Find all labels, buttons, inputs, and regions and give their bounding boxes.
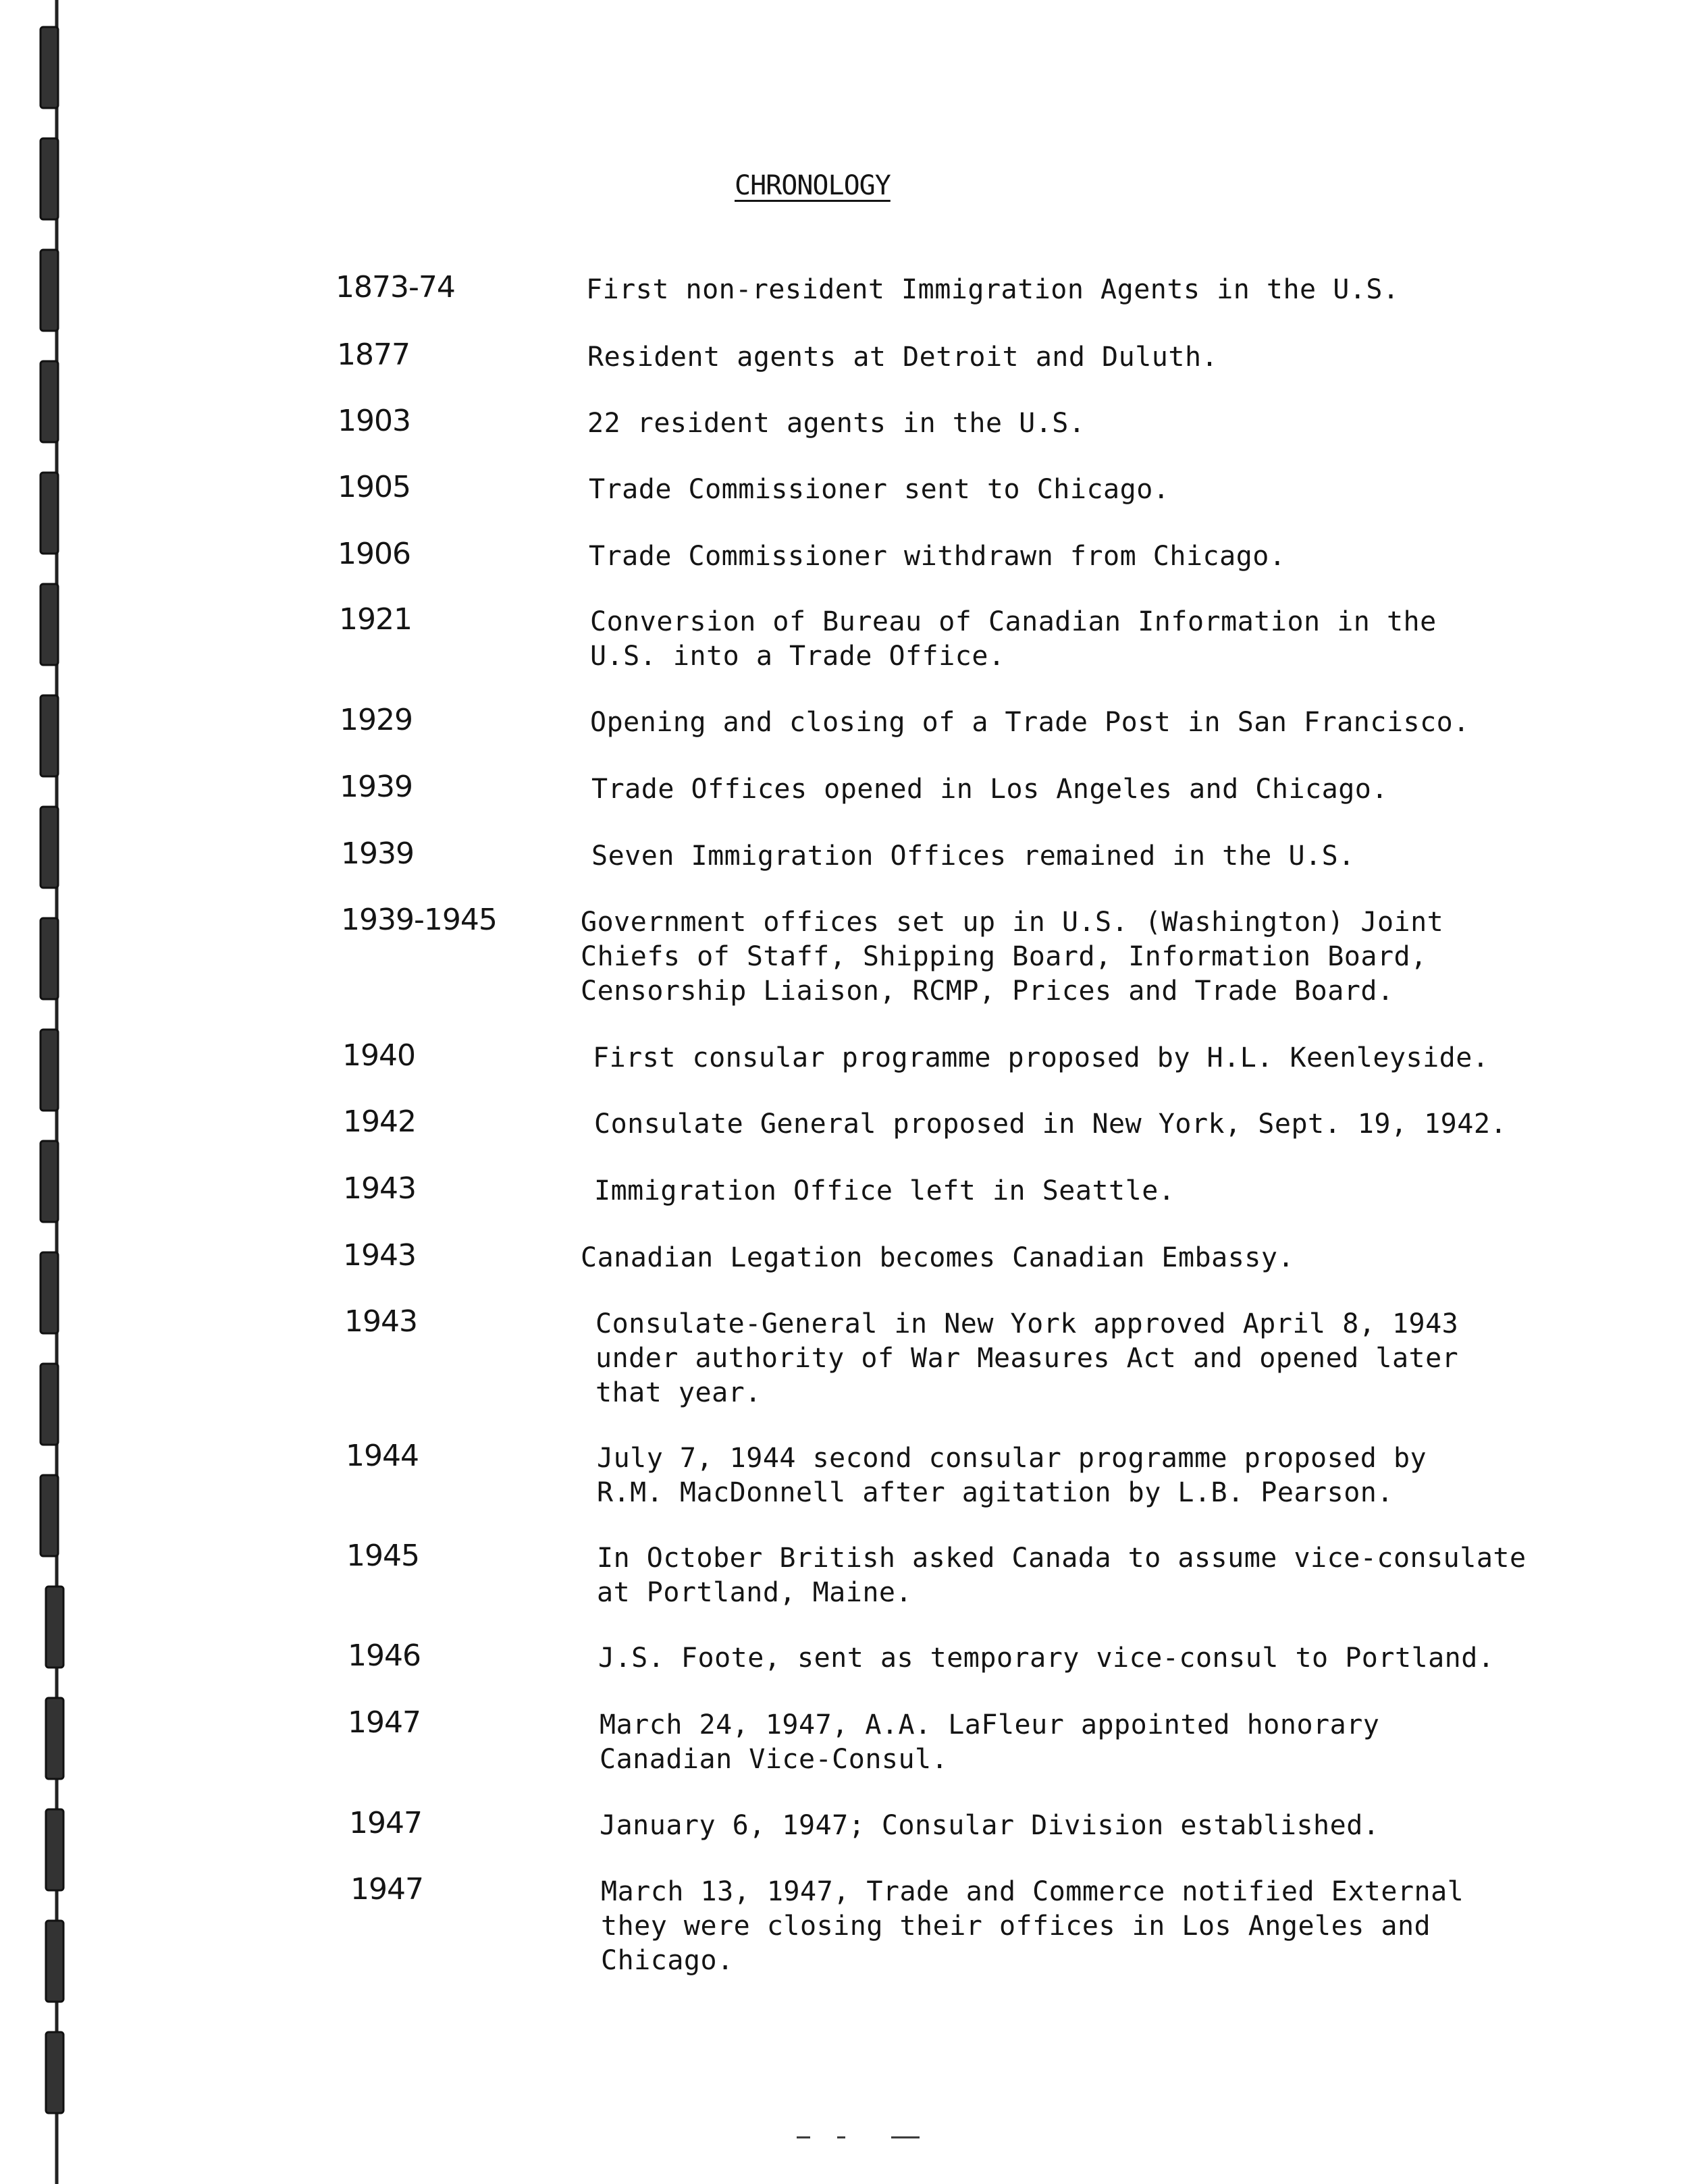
binding-ring xyxy=(41,1252,58,1333)
entry-text: Consulate General proposed in New York, Sept. 19, 1942. xyxy=(594,1109,1508,1140)
entry-text: Conversion of Bureau of Canadian Information in the U.S. into a Trade Office. xyxy=(590,606,1437,672)
entry-year: 1944 xyxy=(346,1439,419,1473)
binding-ring xyxy=(41,250,58,331)
binding-ring xyxy=(41,695,58,776)
binding-ring xyxy=(41,27,58,108)
entry-text: Trade Offices opened in Los Angeles and Chicago. xyxy=(591,774,1388,805)
entry-year: 1943 xyxy=(343,1238,416,1273)
entry-year: 1942 xyxy=(343,1104,416,1139)
entry-year: 1906 xyxy=(338,537,410,571)
entry-text: Trade Commissioner sent to Chicago. xyxy=(589,474,1170,505)
entry-text: Immigration Office left in Seattle. xyxy=(594,1175,1175,1206)
entry-text: First consular programme proposed by H.L. Keenleyside. xyxy=(593,1042,1489,1073)
entry-year: 1940 xyxy=(342,1038,415,1073)
entry-text: First non-resident Immigration Agents in the U.S. xyxy=(586,274,1400,305)
binding-ring xyxy=(41,807,58,888)
binding-ring xyxy=(41,1030,58,1111)
entry-year: 1929 xyxy=(340,703,413,737)
binding-ring xyxy=(46,2032,63,2113)
entry-text: 22 resident agents in the U.S. xyxy=(587,408,1086,439)
entry-text: Opening and closing of a Trade Post in San Francisco. xyxy=(590,707,1470,738)
binding-ring xyxy=(46,1698,63,1779)
entry-year: 1947 xyxy=(348,1705,421,1740)
binding-ring xyxy=(41,584,58,665)
entry-year: 1947 xyxy=(349,1806,422,1840)
entry-year: 1939 xyxy=(341,836,414,871)
binding-ring xyxy=(46,1921,63,2002)
binding-ring xyxy=(41,1475,58,1556)
footer-dash-mark xyxy=(797,2135,932,2139)
entry-text: J.S. Foote, sent as temporary vice-consul to Portland. xyxy=(598,1643,1495,1674)
entry-year: 1873-74 xyxy=(336,270,455,304)
entry-text: Government offices set up in U.S. (Washington) Joint Chiefs of Staff, Shipping Board, Information Board, Censorship Liaison, RCMP, Prices and Trade Board. xyxy=(581,907,1444,1007)
binding-ring xyxy=(46,1809,63,1890)
entry-text: January 6, 1947; Consular Division established. xyxy=(600,1810,1380,1841)
entry-year: 1877 xyxy=(337,338,410,372)
entry-text: March 24, 1947, A.A. LaFleur appointed honorary Canadian Vice-Consul. xyxy=(600,1709,1380,1775)
entry-text: Trade Commissioner withdrawn from Chicago. xyxy=(589,541,1286,572)
entry-text: Seven Immigration Offices remained in the U.S. xyxy=(591,841,1355,872)
binding-ring xyxy=(41,473,58,554)
entry-year: 1943 xyxy=(343,1171,416,1206)
spiral-binding xyxy=(0,0,88,2184)
entry-text: March 13, 1947, Trade and Commerce notified External they were closing their offices in Los Angeles and Chicago. xyxy=(601,1876,1464,1976)
entry-text: Canadian Legation becomes Canadian Embassy. xyxy=(581,1242,1295,1273)
binding-ring xyxy=(41,138,58,219)
binding-ring xyxy=(41,1141,58,1222)
entry-text: Consulate-General in New York approved April 8, 1943 under authority of War Measures Act and opened later that year. xyxy=(595,1308,1459,1408)
entry-year: 1905 xyxy=(338,470,410,504)
entry-year: 1939 xyxy=(340,770,413,804)
binding-ring xyxy=(41,361,58,442)
entry-year: 1943 xyxy=(344,1304,417,1339)
binding-ring xyxy=(41,918,58,999)
entry-year: 1945 xyxy=(346,1539,419,1573)
entry-text: In October British asked Canada to assume vice-consulate at Portland, Maine. xyxy=(597,1543,1527,1608)
entry-text: Resident agents at Detroit and Duluth. xyxy=(587,342,1219,373)
entry-year: 1946 xyxy=(348,1639,421,1673)
entry-year: 1947 xyxy=(350,1872,423,1907)
binding-ring xyxy=(46,1587,63,1668)
entry-text: July 7, 1944 second consular programme proposed by R.M. MacDonnell after agitation by L.B. Pearson. xyxy=(597,1443,1427,1508)
binding-ring xyxy=(41,1364,58,1445)
entry-year: 1939-1945 xyxy=(341,903,497,937)
entry-year: 1921 xyxy=(339,602,412,637)
entry-year: 1903 xyxy=(338,404,410,438)
page-title: CHRONOLOGY xyxy=(735,170,891,201)
